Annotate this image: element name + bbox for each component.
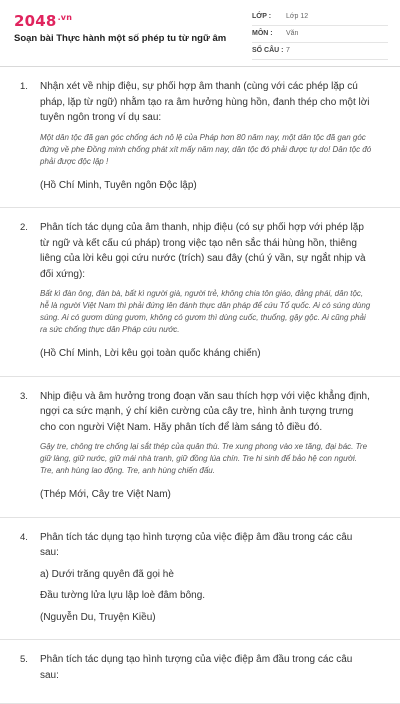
question-item [0,208,400,377]
question-number: 5. [20,654,28,665]
question-source: (Nguyễn Du, Truyện Kiều) [40,611,156,623]
question-number: 4. [20,531,28,543]
question-source: (Hồ Chí Minh, Lời kêu gọi toàn quốc kháng chiến) [40,348,261,359]
question-number: 1. [20,81,28,92]
poem-line: Đầu tường lửa lựu lập loè đâm bông. [40,590,206,601]
question-item [0,640,400,704]
question-source: (Thép Mới, Cây tre Việt Nam) [40,489,171,500]
poem-line: a) Dưới trăng quyên đã gọi hè [40,568,174,580]
meta-value: 7 [286,47,290,54]
question-source: (Hồ Chí Minh, Tuyên ngôn Độc lập) [40,179,197,191]
question-text: Phân tích tác dụng của âm thanh, nhịp điệu (có sự phối hợp với phép lặp từ ngữ và kết cấu cú pháp) trong việc tạo nên sắc thái hùng hồn, thiêng liêng của lời kêu gọi cứu nước (trích) sau đây (chú ý vần, sự ngắt nhịp và đối xứng): [40,222,366,280]
question-list [0,67,400,704]
logo-text: 2048 [14,12,57,30]
meta-key: SỐ CÂU : [252,47,284,54]
question-quote: Gậy tre, chông tre chống lại sắt thép của quân thù. Tre xung phong vào xe tăng, đại bác. Tre giữ làng, giữ nước, giữ mái nhà tranh, giữ đồng lúa chín. Tre hi sinh để bảo hệ con người. Tre, anh hùng lao động. Tre, anh hùng chiến đấu. [40,442,368,475]
page-header [0,0,400,67]
question-text: Phân tích tác dụng tạo hình tượng của việc điệp âm đầu trong các câu sau: [40,654,353,681]
meta-key: MÔN : [252,30,273,37]
meta-value: Văn [286,30,299,37]
logo-suffix: .vn [57,13,73,22]
meta-value: Lớp 12 [286,13,309,20]
meta-row-subject [252,26,388,43]
question-text: Nhận xét về nhịp điệu, sự phối hợp âm thanh (cùng với các phép lặp cú pháp, lặp từ ngữ) nhằm tạo ra âm hưởng hùng hồn, đanh thép cho một lời tuyên ngôn trong ví dụ sau: [40,81,370,123]
document-title: Soạn bài Thực hành một số phép tu từ ngữ âm [14,33,227,44]
meta-row-class [252,9,388,26]
question-number: 3. [20,390,28,402]
meta-key: LỚP : [252,13,272,20]
question-item [0,67,400,208]
question-text: Nhịp điệu và âm hưởng trong đoạn văn sau thích hợp với việc khẳng định, ngợi ca sức mạnh, ý chí kiên cường của cây tre, hình ảnh tượng trưng cho con người Việt Nam. Hãy phân tích để làm sáng tỏ điều đó. [40,390,370,433]
question-item [0,377,400,518]
document-meta [252,9,388,60]
question-item [0,518,400,641]
meta-row-question-count [252,43,388,60]
question-text: Phân tích tác dụng tạo hình tượng của việc điệp âm đầu trong các câu sau: [40,531,353,558]
question-quote: Một dân tộc đã gan góc chống ách nô lệ của Pháp hơn 80 năm nay, một dân tộc đã gan góc đứng về phe Đồng minh chống phát xít mấy năm nay, dân tộc đó phải được tự do! Dân tộc đó phải được độc lập ! [40,132,372,166]
site-logo[interactable] [14,12,72,30]
question-quote: Bất kì đàn ông, đàn bà, bất kì người già, người trẻ, không chia tôn giáo, đảng phái, dân tộc, hễ là người Việt Nam thì phải đứng lên đánh thực dân pháp để cứu Tổ quốc. Ai có súng dùng súng. Ai có gươm dùng gươm, không có gươm thì dùng cuốc, thuổng, gậy gộc. Ai cũng phải ra sức chống thực dân Pháp cứu nước. [40,289,371,334]
question-number: 2. [20,222,28,233]
